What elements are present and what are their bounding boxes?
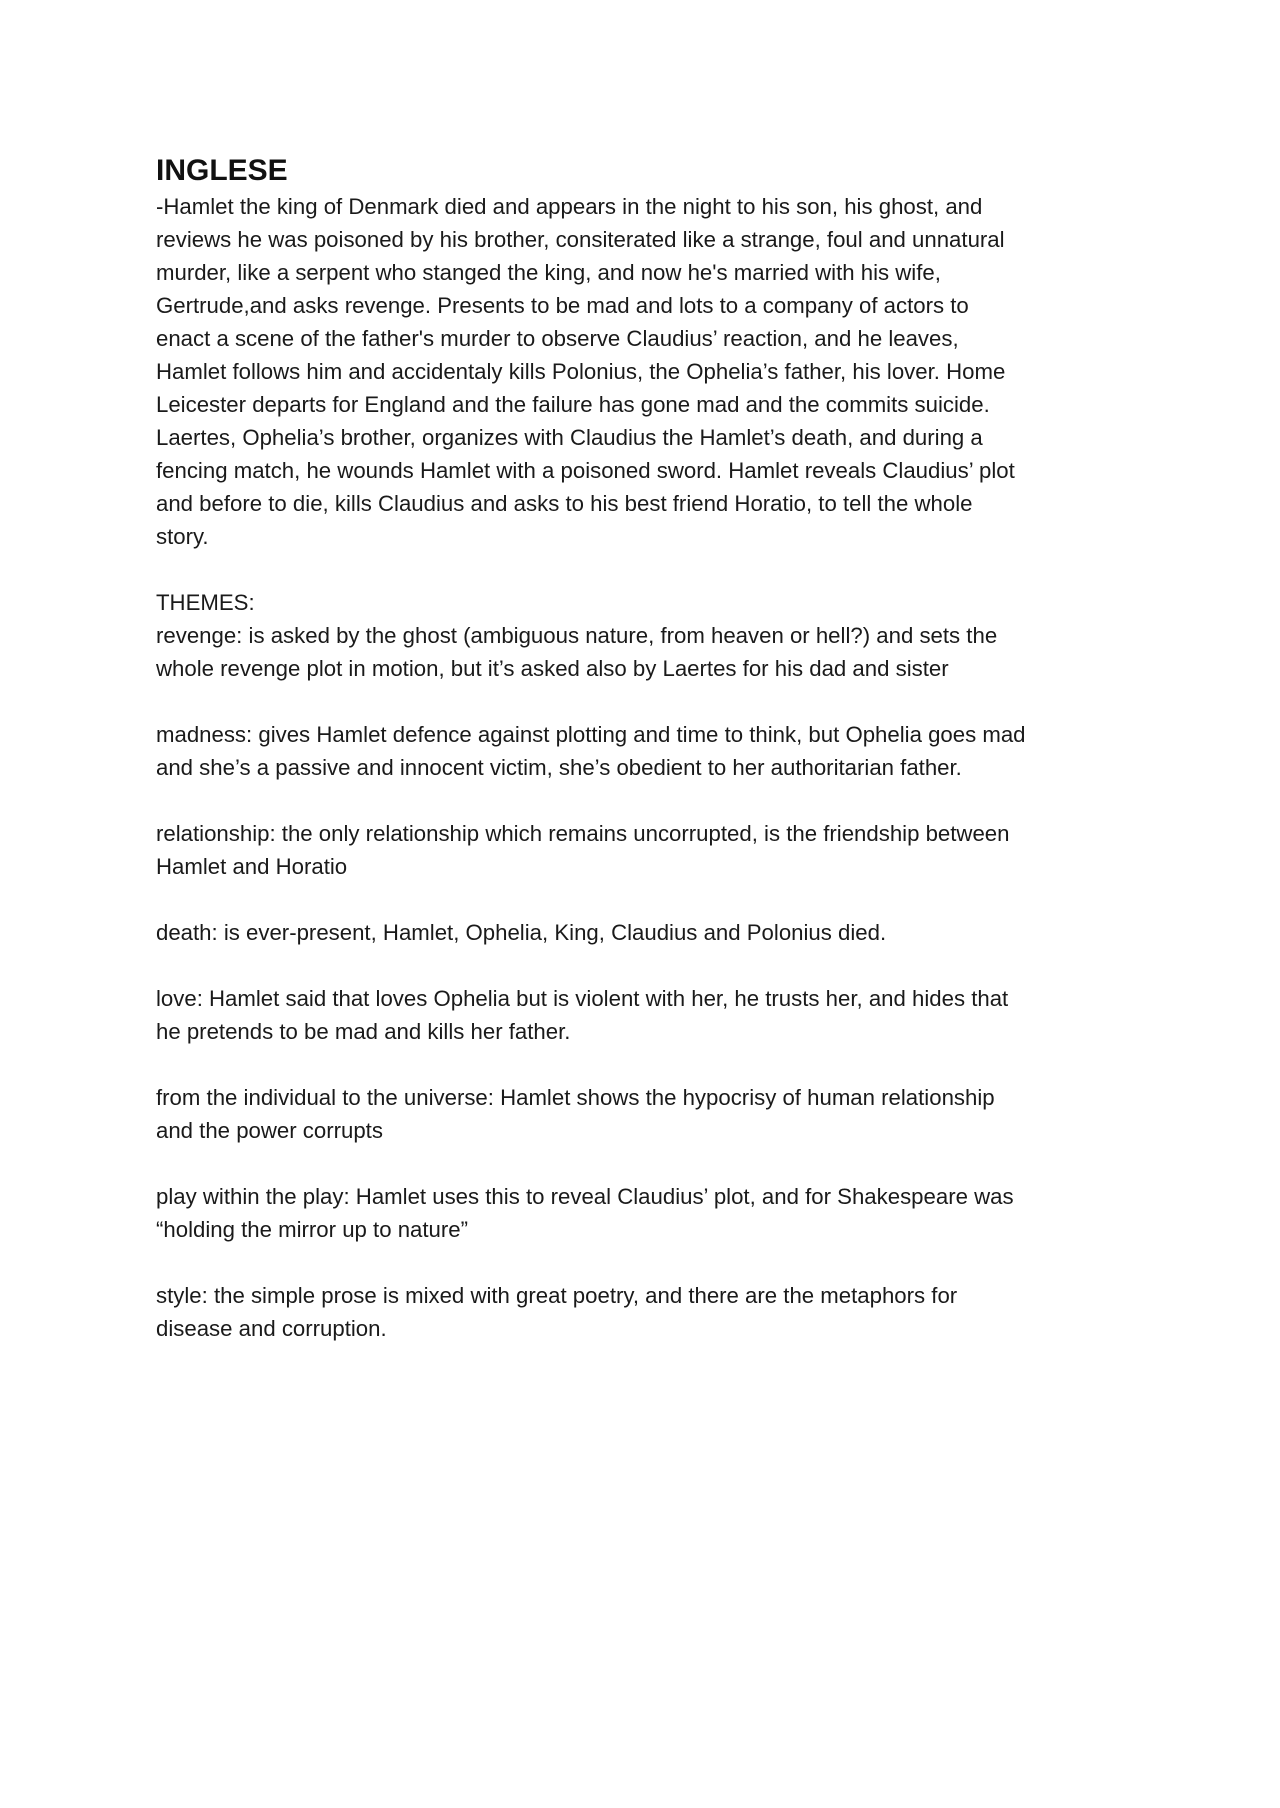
paragraph-spacer xyxy=(156,1246,1136,1279)
theme-line: Hamlet and Horatio xyxy=(156,854,348,879)
theme-line: and the power corrupts xyxy=(156,1118,383,1143)
intro-line: and before to die, kills Claudius and asks to his best friend Horatio, to tell the whole xyxy=(156,491,973,516)
paragraph-spacer xyxy=(156,949,1136,982)
theme-line: play within the play: Hamlet uses this to reveal Claudius’ plot, and for Shakespeare was xyxy=(156,1184,1014,1209)
theme-death xyxy=(156,916,1136,949)
theme-madness xyxy=(156,718,1136,784)
theme-line: whole revenge plot in motion, but it’s asked also by Laertes for his dad and sister xyxy=(156,656,949,681)
themes-heading xyxy=(156,586,1136,619)
theme-relationship xyxy=(156,817,1136,883)
paragraph-spacer xyxy=(156,685,1136,718)
intro-paragraph xyxy=(156,190,1136,553)
theme-line: revenge: is asked by the ghost (ambiguous nature, from heaven or hell?) and sets the xyxy=(156,623,998,648)
theme-line: madness: gives Hamlet defence against plotting and time to think, but Ophelia goes mad xyxy=(156,722,1026,747)
intro-line: murder, like a serpent who stanged the king, and now he's married with his wife, xyxy=(156,260,941,285)
theme-style xyxy=(156,1279,1136,1345)
paragraph-spacer xyxy=(156,784,1136,817)
intro-line: story. xyxy=(156,524,209,549)
theme-line: “holding the mirror up to nature” xyxy=(156,1217,469,1242)
intro-line: Hamlet follows him and accidentaly kills Polonius, the Ophelia’s father, his lover. Home xyxy=(156,359,1006,384)
intro-line: -Hamlet the king of Denmark died and appears in the night to his son, his ghost, and xyxy=(156,194,983,219)
paragraph-spacer xyxy=(156,553,1136,586)
theme-play-within-play xyxy=(156,1180,1136,1246)
paragraph-spacer xyxy=(156,883,1136,916)
intro-line: Leicester departs for England and the failure has gone mad and the commits suicide. xyxy=(156,392,990,417)
theme-revenge xyxy=(156,619,1136,685)
intro-line: Laertes, Ophelia’s brother, organizes with Claudius the Hamlet’s death, and during a xyxy=(156,425,983,450)
intro-line: Gertrude,and asks revenge. Presents to be mad and lots to a company of actors to xyxy=(156,293,969,318)
theme-line: love: Hamlet said that loves Ophelia but is violent with her, he trusts her, and hides that xyxy=(156,986,1009,1011)
theme-line: death: is ever-present, Hamlet, Ophelia, King, Claudius and Polonius died. xyxy=(156,920,887,945)
document-page xyxy=(156,152,1136,1345)
intro-line: reviews he was poisoned by his brother, consiterated like a strange, foul and unnatural xyxy=(156,227,1005,252)
paragraph-spacer xyxy=(156,1048,1136,1081)
intro-line: fencing match, he wounds Hamlet with a poisoned sword. Hamlet reveals Claudius’ plot xyxy=(156,458,1015,483)
theme-line: from the individual to the universe: Hamlet shows the hypocrisy of human relationship xyxy=(156,1085,995,1110)
paragraph-spacer xyxy=(156,1147,1136,1180)
theme-love xyxy=(156,982,1136,1048)
theme-individual-universe xyxy=(156,1081,1136,1147)
theme-line: and she’s a passive and innocent victim, she’s obedient to her authoritarian father. xyxy=(156,755,962,780)
document-title: INGLESE xyxy=(156,154,288,187)
intro-line: enact a scene of the father's murder to observe Claudius’ reaction, and he leaves, xyxy=(156,326,959,351)
theme-line: relationship: the only relationship which remains uncorrupted, is the friendship between xyxy=(156,821,1010,846)
theme-line: disease and corruption. xyxy=(156,1316,387,1341)
theme-line: he pretends to be mad and kills her father. xyxy=(156,1019,571,1044)
themes-heading-text: THEMES: xyxy=(156,590,255,615)
theme-line: style: the simple prose is mixed with great poetry, and there are the metaphors for xyxy=(156,1283,958,1308)
